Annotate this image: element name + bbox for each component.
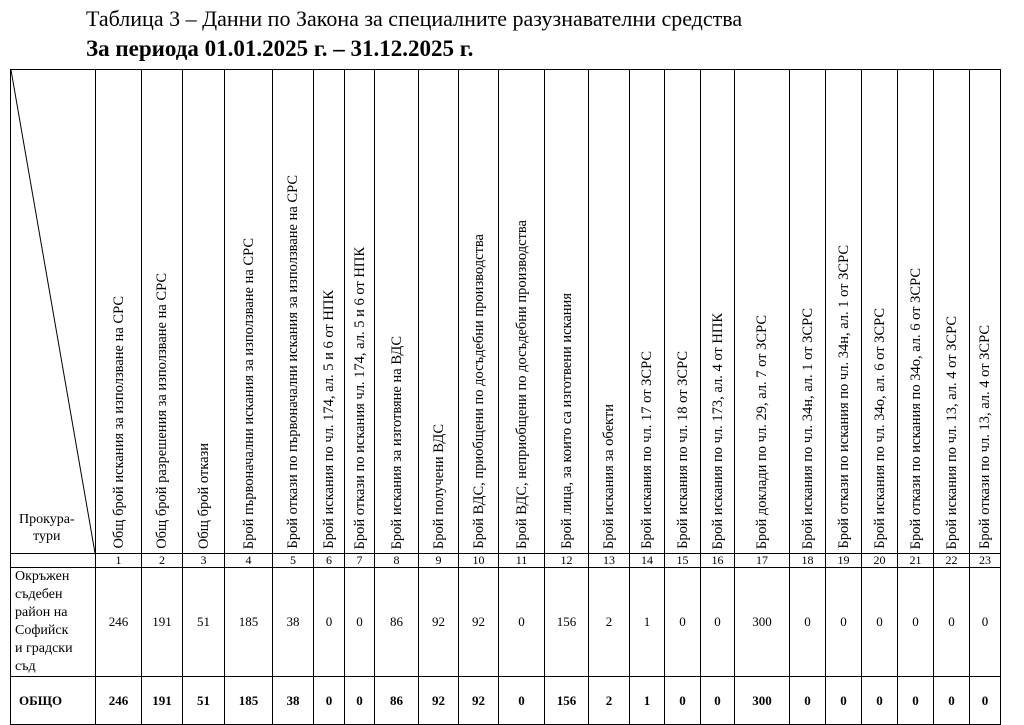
column-number: 23 xyxy=(970,554,1001,568)
column-header xyxy=(898,70,934,554)
column-number: 13 xyxy=(589,554,630,568)
column-header-text: Брой първоначални искания за използване на СРС xyxy=(240,237,257,549)
table-cell: 0 xyxy=(934,568,970,677)
column-header xyxy=(499,70,545,554)
table-cell: 0 xyxy=(934,677,970,725)
column-header xyxy=(790,70,826,554)
table-cell: 92 xyxy=(459,568,499,677)
column-header xyxy=(735,70,790,554)
table-cell: 92 xyxy=(459,677,499,725)
table-cell: 2 xyxy=(589,677,630,725)
corner-label: Прокура- тури xyxy=(19,512,75,544)
table-cell: 51 xyxy=(183,568,225,677)
table-cell: 0 xyxy=(970,568,1001,677)
table-cell: 0 xyxy=(345,677,375,725)
table-cell: 51 xyxy=(183,677,225,725)
table-cell: 300 xyxy=(735,568,790,677)
diagonal-line xyxy=(11,70,95,553)
column-header xyxy=(545,70,589,554)
table-cell: 92 xyxy=(419,677,459,725)
table-cell: 0 xyxy=(499,677,545,725)
column-number: 9 xyxy=(419,554,459,568)
column-number: 17 xyxy=(735,554,790,568)
column-header xyxy=(459,70,499,554)
column-header xyxy=(701,70,735,554)
table-cell: 92 xyxy=(419,568,459,677)
table-cell: 0 xyxy=(898,677,934,725)
table-cell: 38 xyxy=(273,677,314,725)
table-cell: 185 xyxy=(225,677,273,725)
column-header xyxy=(314,70,345,554)
table-cell: 86 xyxy=(375,568,419,677)
table-title: Таблица 3 – Данни по Закона за специалните разузнавателни средства xyxy=(86,6,743,31)
column-header xyxy=(225,70,273,554)
column-header xyxy=(96,70,142,554)
table-cell: 156 xyxy=(545,568,589,677)
column-number: 3 xyxy=(183,554,225,568)
column-header-text: Брой искания по чл. 17 от ЗСРС xyxy=(639,351,655,549)
column-number: 21 xyxy=(898,554,934,568)
column-header-text: Общ брой искания за използване на СРС xyxy=(110,296,127,549)
table-cell: 246 xyxy=(96,568,142,677)
column-header-text: Брой доклади по чл. 29, ал. 7 от ЗСРС xyxy=(754,314,770,549)
row-label: ОБЩО xyxy=(11,677,96,725)
column-header xyxy=(970,70,1001,554)
column-header-text: Брой искания по чл. 173, ал. 4 от НПК xyxy=(709,312,726,549)
table-cell: 2 xyxy=(589,568,630,677)
table-cell: 0 xyxy=(790,677,826,725)
column-number: 11 xyxy=(499,554,545,568)
column-number: 5 xyxy=(273,554,314,568)
column-number: 4 xyxy=(225,554,273,568)
table-cell: 185 xyxy=(225,568,273,677)
column-number: 22 xyxy=(934,554,970,568)
column-header-text: Брой откази по искания чл. 174, ал. 5 и 6 от НПК xyxy=(351,246,368,549)
table-cell: 0 xyxy=(790,568,826,677)
table-cell: 0 xyxy=(826,568,862,677)
table-cell: 0 xyxy=(314,677,345,725)
column-number: 10 xyxy=(459,554,499,568)
table-cell: 246 xyxy=(96,677,142,725)
column-header-text: Брой ВДС, приобщени по досъдебни производства xyxy=(470,234,487,549)
table-cell: 0 xyxy=(665,568,701,677)
table-period: За периода 01.01.2025 г. – 31.12.2025 г. xyxy=(86,36,474,61)
table-cell: 0 xyxy=(665,677,701,725)
table-cell: 0 xyxy=(701,568,735,677)
column-header xyxy=(934,70,970,554)
column-header-text: Брой получени ВДС xyxy=(430,423,447,549)
table-cell: 0 xyxy=(862,568,898,677)
column-header xyxy=(419,70,459,554)
column-header-text: Общ брой откази xyxy=(195,442,212,549)
table-cell: 191 xyxy=(142,677,183,725)
column-number-blank xyxy=(11,554,96,568)
column-number: 16 xyxy=(701,554,735,568)
column-header-text: Брой лица, за които са изготвени искания xyxy=(558,293,575,549)
column-header xyxy=(862,70,898,554)
header-row xyxy=(11,70,1001,554)
column-number: 14 xyxy=(630,554,665,568)
column-number: 2 xyxy=(142,554,183,568)
column-header xyxy=(665,70,701,554)
column-number: 12 xyxy=(545,554,589,568)
column-header-text: Брой искания по чл. 18 от ЗСРС xyxy=(674,351,691,549)
table-cell: 86 xyxy=(375,677,419,725)
table-cell: 0 xyxy=(826,677,862,725)
column-number: 7 xyxy=(345,554,375,568)
column-number: 8 xyxy=(375,554,419,568)
table-cell: 0 xyxy=(970,677,1001,725)
table-cell: 0 xyxy=(345,568,375,677)
column-header xyxy=(630,70,665,554)
column-header-text: Брой откази по искания по чл. 34н, ал. 1 от ЗСРС xyxy=(835,245,852,549)
column-header xyxy=(142,70,183,554)
column-header-text: Брой искания за изготвяне на ВДС xyxy=(388,335,405,549)
table-cell: 0 xyxy=(701,677,735,725)
column-number: 1 xyxy=(96,554,142,568)
column-header xyxy=(375,70,419,554)
column-header-text: Брой искания за обекти xyxy=(601,403,617,549)
column-header xyxy=(826,70,862,554)
column-header-text: Брой ВДС, неприобщени по досъдебни производства xyxy=(513,220,530,549)
row-label: Окръжен съдебен район на Софийск и градски съд xyxy=(11,568,96,677)
table-cell: 1 xyxy=(630,677,665,725)
column-number-row xyxy=(11,554,1001,568)
column-header-text: Общ брой разрешения за използване на СРС xyxy=(154,273,170,549)
column-number: 19 xyxy=(826,554,862,568)
total-row xyxy=(11,677,1001,725)
table-cell: 0 xyxy=(898,568,934,677)
column-header-text: Брой искания по чл. 174, ал. 5 и 6 от НПК xyxy=(321,290,337,549)
column-number: 18 xyxy=(790,554,826,568)
column-header-text: Брой искания по чл. 34о, ал. 6 от ЗСРС xyxy=(871,308,888,549)
table-cell: 0 xyxy=(499,568,545,677)
table-cell: 1 xyxy=(630,568,665,677)
table-cell: 0 xyxy=(862,677,898,725)
table-cell: 38 xyxy=(273,568,314,677)
column-header xyxy=(183,70,225,554)
data-table xyxy=(10,69,1001,725)
column-header-text: Брой откази по искания по 34о, ал. 6 от ЗСРС xyxy=(907,267,924,549)
column-header-text: Брой искания по чл. 34н, ал. 1 от ЗСРС xyxy=(799,307,816,549)
column-number: 15 xyxy=(665,554,701,568)
column-number: 20 xyxy=(862,554,898,568)
table-cell: 156 xyxy=(545,677,589,725)
column-number: 6 xyxy=(314,554,345,568)
column-header xyxy=(273,70,314,554)
table-cell: 300 xyxy=(735,677,790,725)
table-row xyxy=(11,568,1001,677)
table-cell: 0 xyxy=(314,568,345,677)
table-cell: 191 xyxy=(142,568,183,677)
corner-cell xyxy=(11,70,96,554)
column-header xyxy=(589,70,630,554)
column-header-text: Брой откази по първоначални искания за използване на СРС xyxy=(285,175,301,549)
column-header xyxy=(345,70,375,554)
column-header-text: Брой откази по чл. 13, ал. 4 от ЗСРС xyxy=(977,325,993,549)
column-header-text: Брой искания по чл. 13, ал. 4 от ЗСРС xyxy=(943,315,960,549)
